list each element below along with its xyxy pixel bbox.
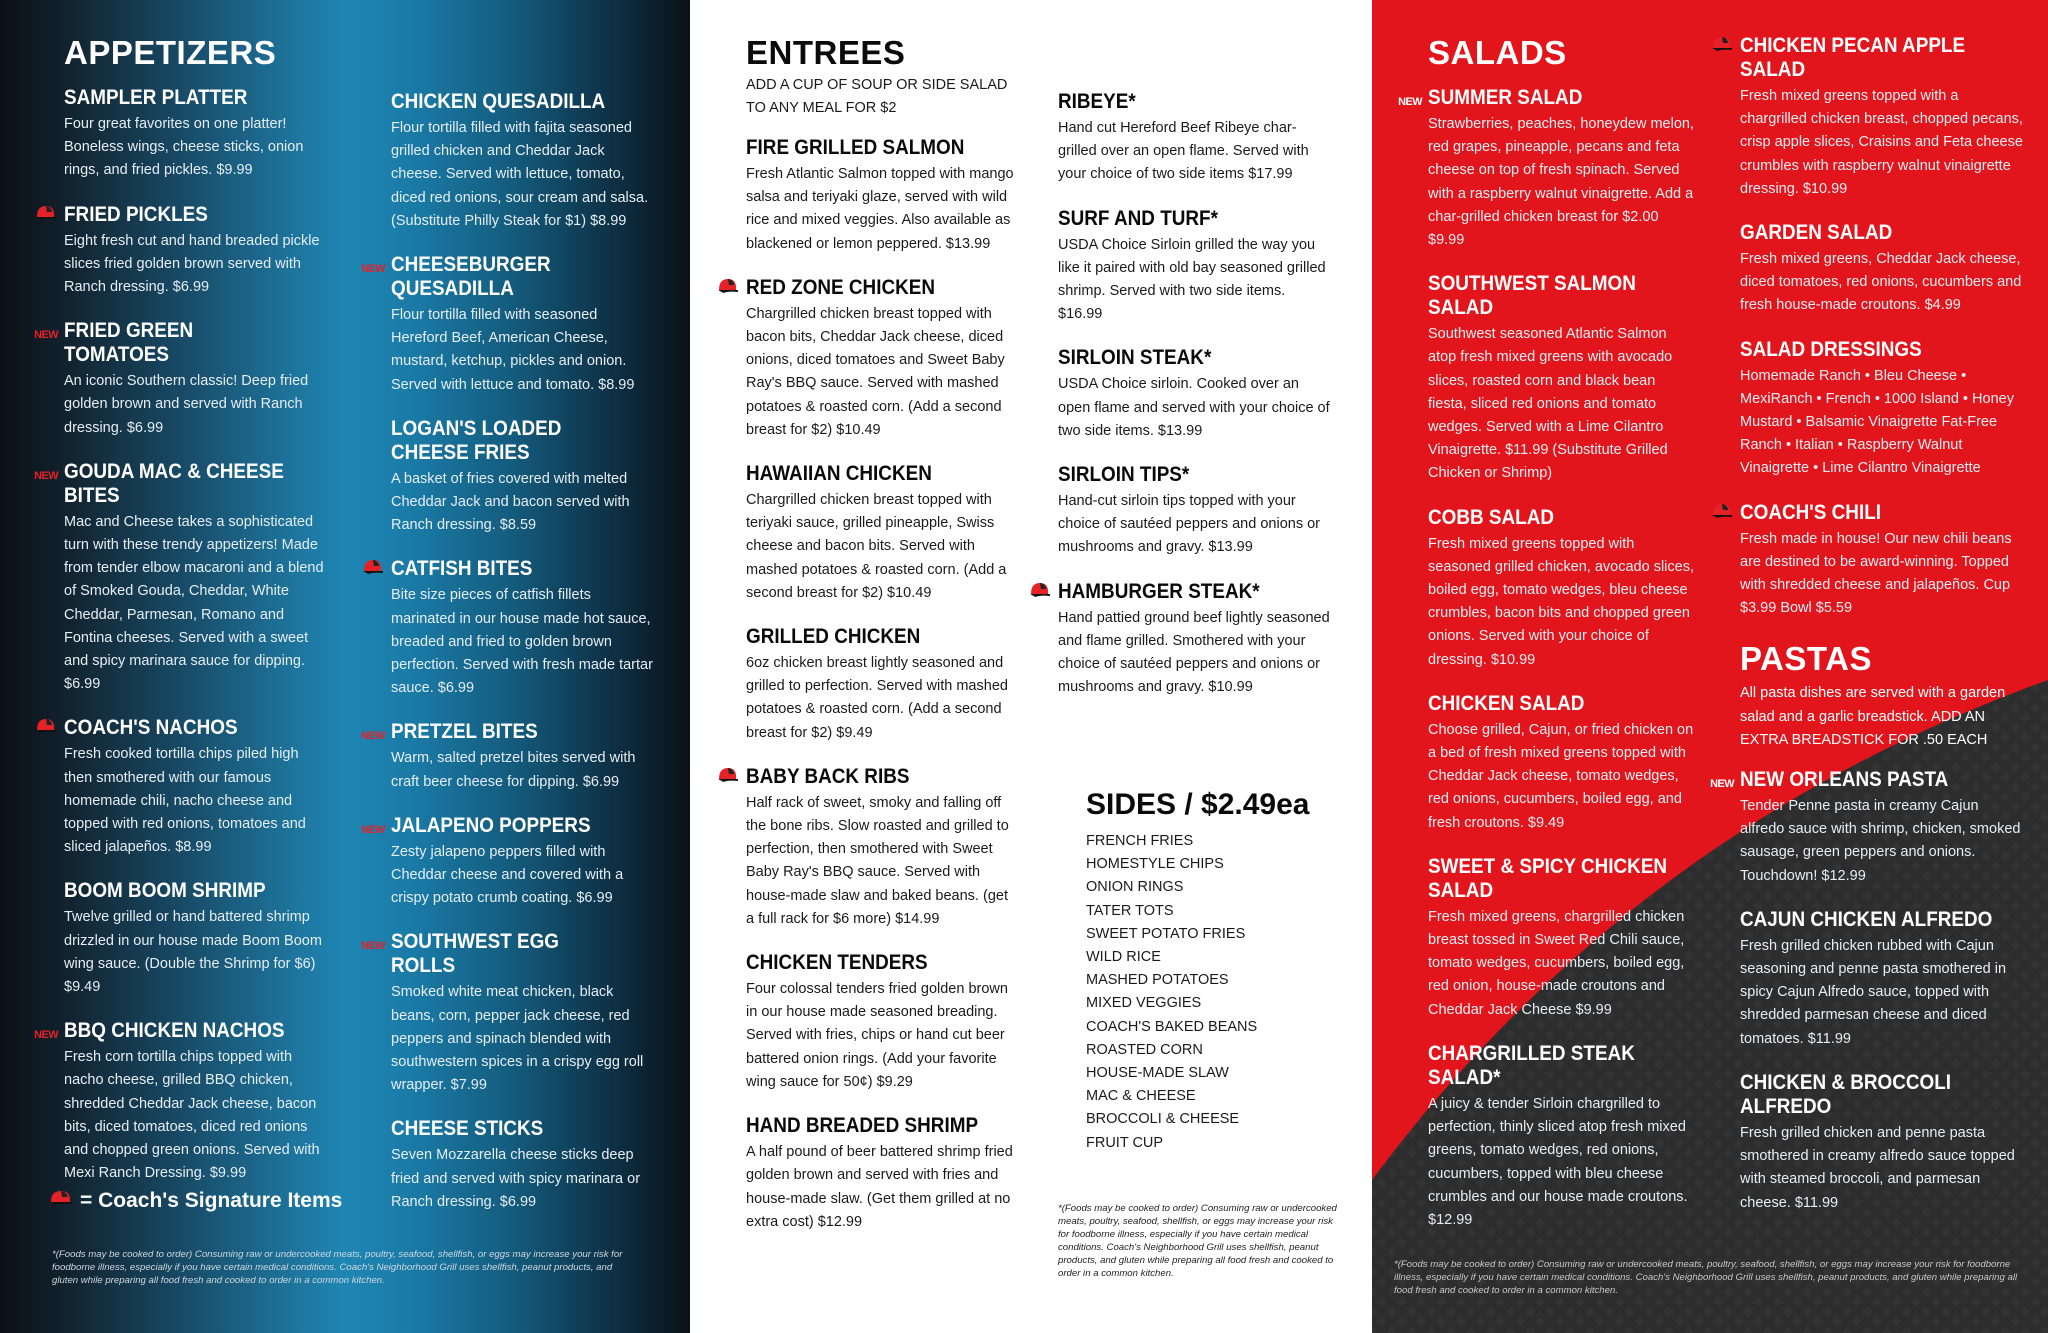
menu-item-name xyxy=(1740,338,1997,362)
signature-legend xyxy=(48,1188,342,1214)
menu-item-description: Half rack of sweet, smoky and falling off the bone ribs. Slow roasted and grilled to perfection, then smothered with Sweet Baby Ray's BBQ sauce. Served with house-made slaw and baked beans. (get a full rack for $6 more) $14.99 xyxy=(746,794,1009,927)
menu-item-hamburger-steak xyxy=(1058,580,1330,700)
menu-item-chicken-pecan-apple-salad xyxy=(1740,34,2026,201)
salads-col-1 xyxy=(1398,34,1696,1252)
side-item: BROCCOLI & CHEESE xyxy=(1086,1111,1240,1128)
menu-item-garden-salad xyxy=(1740,221,2026,318)
side-item: FRUIT CUP xyxy=(1086,1134,1164,1151)
menu-item-title: RIBEYE* xyxy=(1058,90,1136,113)
menu-item-description: Fresh corn tortilla chips topped with nacho cheese, grilled BBQ chicken, shredded Cheddar Jack cheese, bacon bits, diced tomatoes, diced red onions and chopped green onions. Served with Mexi Ranch Dressing. $9.99 xyxy=(64,1049,320,1182)
menu-item-name xyxy=(1058,580,1303,604)
menu-item-name xyxy=(64,716,298,740)
side-item: ROASTED CORN xyxy=(1086,1041,1203,1058)
menu-item-name xyxy=(34,1019,298,1043)
menu-item-title: CAJUN CHICKEN ALFREDO xyxy=(1740,907,1993,931)
menu-item-chicken-and-broccoli-alfredo xyxy=(1740,1071,2026,1215)
menu-item-chicken-tenders xyxy=(746,951,1016,1094)
menu-item-description: Fresh made in house! Our new chili beans are destined to be award-winning. Topped with shredded cheese and jalapeños. Cup $3.99 Bowl $5.59 xyxy=(1740,530,2012,617)
menu-item-title: COACH'S CHILI xyxy=(1740,500,1882,524)
menu-item-title: GARDEN SALAD xyxy=(1740,221,1893,245)
menu-item-title: GOUDA MAC & CHEESE BITES xyxy=(64,459,284,507)
menu-item-fried-green-tomatoes xyxy=(34,319,324,440)
menu-item-name xyxy=(391,90,627,114)
menu-item-description: A juicy & tender Sirloin chargrilled to perfection, thinly sliced atop fresh mixed greens, tomato wedges, red onions, cucumbers, topped with bleu cheese crumbles and our house made croutons. $12.99 xyxy=(1428,1095,1688,1228)
salads-disclaimer: *(Foods may be cooked to order) Consuming raw or undercooked meats, poultry, seafood, shellfish, or eggs may increase your risk for foodborne illness, especially if you have certain medical conditions. Coach's Neighborhood Grill uses shellfish, peanut products, and gluten while preparing all food fresh and cooked to order in a common kitchen. xyxy=(1394,1259,2018,1296)
menu-item-surf-and-turf xyxy=(1058,207,1330,327)
menu-item-title: BBQ CHICKEN NACHOS xyxy=(64,1019,285,1043)
menu-item-name xyxy=(1740,501,1997,525)
pastas-subtitle: All pasta dishes are served with a garden salad and a garlic breadstick. ADD AN EXTRA BREADSTICK FOR .50 EACH xyxy=(1740,685,2006,748)
menu-item-description: Homemade Ranch • Bleu Cheese • MexiRanch • French • 1000 Island • Honey Mustard • Balsamic Vinaigrette Fat-Free Ranch • Italian • Raspberry Walnut Vinaigrette • Lime Cilantro Vinaigrette xyxy=(1740,367,2014,477)
menu-item-southwest-egg-rolls xyxy=(361,930,653,1097)
menu-item-description: Seven Mozzarella cheese sticks deep fried and served with spicy marinara or Ranch dressing. $6.99 xyxy=(391,1147,641,1210)
new-badge: NEW xyxy=(1710,778,1735,791)
signature-cap-icon xyxy=(716,765,739,785)
menu-item-title: SALAD DRESSINGS xyxy=(1740,337,1922,361)
menu-item-title: CHICKEN TENDERS xyxy=(746,951,928,975)
menu-item-baby-back-ribs xyxy=(746,765,1016,931)
menu-item-name xyxy=(391,417,627,465)
menu-item-description: Fresh mixed greens, chargrilled chicken breast tossed in Sweet Red Chili sauce, tomato wedges, cucumbers, boiled egg, red onion, house-made croutons and Cheddar Jack Cheese $9.99 xyxy=(1428,908,1685,1018)
menu-item-title: JALAPENO POPPERS xyxy=(391,813,591,837)
appetizers-col-1 xyxy=(34,34,324,1206)
menu-item-name xyxy=(1740,1071,1997,1119)
menu-item-description: Four colossal tenders fried golden brown in our house made seasoned breading. Served with fries, chips or hand cut beer battered onion rings. (Add your favorite wing sauce for 50¢) $9.29 xyxy=(746,981,1008,1090)
menu-item-name xyxy=(746,625,989,649)
menu-item-name xyxy=(34,459,298,508)
entrees-col-2 xyxy=(1058,90,1330,719)
menu-item-name xyxy=(746,765,989,789)
side-item: FRENCH FRIES xyxy=(1086,833,1194,849)
entrees-col-1 xyxy=(746,34,1016,1254)
side-item: COACH'S BAKED BEANS xyxy=(1086,1018,1258,1035)
side-item: MAC & CHEESE xyxy=(1086,1088,1196,1105)
menu-item-name xyxy=(64,86,298,110)
menu-item-description: Four great favorites on one platter! Boneless wings, cheese sticks, onion rings, and fried pickles. $9.99 xyxy=(64,116,304,179)
menu-item-description: Flour tortilla filled with seasoned Hereford Beef, American Cheese, mustard, ketchup, pickles and onion. Served with lettuce and tomato. $8.99 xyxy=(391,307,635,393)
menu-item-name xyxy=(1398,86,1669,110)
menu-item-chicken-quesadilla xyxy=(391,90,653,233)
new-badge: NEW xyxy=(34,329,59,342)
signature-cap-icon xyxy=(716,276,739,296)
menu-item-description: Eight fresh cut and hand breaded pickle slices fried golden brown served with Ranch dressing. $6.99 xyxy=(64,232,320,296)
menu-item-chicken-salad xyxy=(1428,692,1696,835)
menu-item-description: Hand pattied ground beef lightly seasoned and flame grilled. Smothered with your choice of sautéed peppers and onions or mushrooms and gravy. $10.99 xyxy=(1058,609,1330,696)
menu-item-title: BABY BACK RIBS xyxy=(746,764,910,788)
menu-item-title: LOGAN'S LOADED CHEESE FRIES xyxy=(391,416,562,464)
menu-item-title: SAMPLER PLATTER xyxy=(64,86,248,109)
salads-col-2 xyxy=(1710,34,2026,1235)
menu-item-description: Smoked white meat chicken, black beans, corn, pepper jack cheese, red peppers and spinach blended with southwestern spices in a crispy egg roll wrapper. $7.99 xyxy=(391,984,644,1094)
menu-item-title: NEW ORLEANS PASTA xyxy=(1740,768,1949,792)
new-badge: NEW xyxy=(361,263,386,276)
menu-item-name xyxy=(391,1117,627,1141)
side-item: HOMESTYLE CHIPS xyxy=(1086,856,1224,873)
new-badge: NEW xyxy=(1398,96,1423,108)
menu-item-title: SIRLOIN TIPS* xyxy=(1058,463,1190,487)
menu-item-cheese-sticks xyxy=(391,1117,653,1214)
menu-item-name xyxy=(746,276,989,300)
menu-item-description: Strawberries, peaches, honeydew melon, red grapes, pineapple, pecans and feta cheese on top of fresh spinach. Served with a raspberry walnut vinaigrette. Add a char-grilled chicken breast for $2.00 $9.99 xyxy=(1428,116,1694,249)
menu-item-pretzel-bites xyxy=(361,720,653,793)
menu-item-name xyxy=(1740,908,1997,932)
entrees-title: ENTREES xyxy=(746,34,906,71)
menu-item-description: Twelve grilled or hand battered shrimp drizzled in our house made Boom Boom wing sauce. (Double the Shrimp for $6) $9.49 xyxy=(64,909,322,996)
menu-item-bbq-chicken-nachos xyxy=(34,1019,324,1185)
menu-item-description: Warm, salted pretzel bites served with craft beer cheese for dipping. $6.99 xyxy=(391,750,636,790)
menu-item-title: RED ZONE CHICKEN xyxy=(746,275,936,299)
sides-title: SIDES / $2.49ea xyxy=(1086,788,1310,821)
signature-cap-icon xyxy=(361,557,384,577)
menu-item-name xyxy=(1058,463,1303,487)
menu-item-logan-s-loaded-cheese-fries xyxy=(391,417,653,538)
side-item: TATER TOTS xyxy=(1086,902,1174,919)
menu-item-cajun-chicken-alfredo xyxy=(1740,908,2026,1051)
menu-item-name xyxy=(746,1114,989,1138)
menu-item-name xyxy=(1428,272,1669,320)
entrees-panel xyxy=(690,0,1372,1333)
menu-item-name xyxy=(1740,221,1997,245)
menu-item-salad-dressings xyxy=(1740,338,2026,481)
new-badge: NEW xyxy=(361,823,386,836)
menu-item-name xyxy=(1058,207,1303,231)
menu-item-title: FRIED PICKLES xyxy=(64,202,208,226)
menu-item-title: COACH'S NACHOS xyxy=(64,716,238,740)
menu-item-gouda-mac-and-cheese-bites xyxy=(34,459,324,697)
menu-item-description: Fresh grilled chicken rubbed with Cajun seasoning and penne pasta smothered in spicy Cajun Alfredo sauce, topped with shredded parmesan cheese and diced tomatoes. $11.99 xyxy=(1740,937,2007,1047)
menu-item-description: An iconic Southern classic! Deep fried golden brown and served with Ranch dressing. $6.99 xyxy=(64,373,309,436)
signature-cap-icon xyxy=(1028,580,1051,600)
appetizers-panel xyxy=(0,0,690,1333)
menu-item-description: Bite size pieces of catfish fillets marinated in our house made hot sauce, breaded and fried to golden brown perfection. Served with fresh made tartar sauce. $6.99 xyxy=(391,587,653,697)
new-badge: NEW xyxy=(361,730,386,743)
new-badge: NEW xyxy=(361,940,386,953)
menu-item-title: CHEESE STICKS xyxy=(391,1117,544,1141)
menu-item-title: PRETZEL BITES xyxy=(391,720,538,744)
side-item: SWEET POTATO FRIES xyxy=(1086,925,1246,942)
menu-item-title: BOOM BOOM SHRIMP xyxy=(64,879,266,903)
appetizers-title: APPETIZERS xyxy=(64,34,277,71)
menu-item-name xyxy=(1058,90,1303,114)
menu-item-jalapeno-poppers xyxy=(361,813,653,911)
menu-item-new-orleans-pasta xyxy=(1710,768,2026,888)
menu-item-name xyxy=(64,203,298,227)
menu-item-name xyxy=(1710,768,1997,792)
menu-item-description: USDA Choice Sirloin grilled the way you like it paired with old bay seasoned grilled shrimp. Served with two side items. $16.99 xyxy=(1058,236,1326,323)
menu-item-title: SOUTHWEST EGG ROLLS xyxy=(391,930,560,978)
side-item: WILD RICE xyxy=(1086,949,1161,966)
menu-item-name xyxy=(361,720,627,744)
menu-item-name xyxy=(391,557,627,581)
menu-item-title: COBB SALAD xyxy=(1428,505,1554,529)
menu-item-title: SWEET & SPICY CHICKEN SALAD xyxy=(1428,854,1668,902)
menu-item-cheeseburger-quesadilla xyxy=(361,253,653,397)
menu-item-cobb-salad xyxy=(1428,506,1696,672)
signature-cap-icon xyxy=(1710,34,1733,54)
sides-section xyxy=(1086,788,1326,1155)
side-item: HOUSE-MADE SLAW xyxy=(1086,1065,1229,1082)
menu-item-title: SOUTHWEST SALMON SALAD xyxy=(1428,272,1636,320)
menu-item-coach-s-nachos xyxy=(64,716,324,859)
menu-item-description: Chargrilled chicken breast topped with bacon bits, Cheddar Jack cheese, diced onions, diced tomatoes and Sweet Baby Ray's BBQ sauce. Served with mashed potatoes & roasted corn. (Add a second breast for $2) $10.49 xyxy=(746,305,1005,438)
menu-item-coach-s-chili xyxy=(1740,501,2026,621)
menu-item-name xyxy=(746,951,989,975)
menu-item-name xyxy=(1428,692,1669,716)
entrees-disclaimer: *(Foods may be cooked to order) Consuming raw or undercooked meats, poultry, seafood, shellfish, or eggs may increase your risk for foodborne illness, especially if you have certain medical conditions. Coach's Neighborhood Grill uses shellfish, peanut products, and gluten while preparing all food fresh and cooked to order in a common kitchen. xyxy=(1058,1203,1337,1279)
appetizers-disclaimer: *(Foods may be cooked to order) Consuming raw or undercooked meats, poultry, seafood, shellfish, or eggs may increase your risk for foodborne illness, especially if you have certain medical conditions. Coach's Neighborhood Grill uses shellfish, peanut products, and gluten while preparing all food fresh and cooked to order in a common kitchen. xyxy=(52,1249,623,1286)
menu-item-sweet-and-spicy-chicken-salad xyxy=(1428,855,1696,1022)
menu-item-title: SURF AND TURF* xyxy=(1058,206,1218,230)
menu-item-name xyxy=(746,462,989,486)
menu-item-name xyxy=(1740,34,1997,82)
menu-item-name xyxy=(34,319,298,367)
menu-item-description: Flour tortilla filled with fajita seasoned grilled chicken and Cheddar Jack cheese. Served with lettuce, tomato, diced red onions, sour cream and salsa. (Substitute Philly Steak for $1) $8.99 xyxy=(391,120,649,229)
pastas-title: PASTAS xyxy=(1740,640,1872,678)
menu-item-description: Hand cut Hereford Beef Ribeye char-grilled over an open flame. Served with your choice of two side items $17.99 xyxy=(1058,120,1309,183)
menu-item-title: SIRLOIN STEAK* xyxy=(1058,346,1212,370)
salads-title: SALADS xyxy=(1428,34,1567,71)
menu-item-fried-pickles xyxy=(64,203,324,300)
signature-cap-icon xyxy=(34,203,57,223)
menu-item-title: CHICKEN PECAN APPLE SALAD xyxy=(1740,34,1966,81)
legend-text: = Coach's Signature Items xyxy=(80,1189,343,1212)
menu-item-title: CATFISH BITES xyxy=(391,557,533,581)
side-item: ONION RINGS xyxy=(1086,879,1184,896)
menu-item-name xyxy=(1058,346,1303,370)
menu-item-description: A basket of fries covered with melted Cheddar Jack and bacon served with Ranch dressing. $8.59 xyxy=(391,470,630,534)
menu-item-description: Fresh mixed greens, Cheddar Jack cheese, diced tomatoes, red onions, cucumbers and fresh house-made croutons. $4.99 xyxy=(1740,251,2022,314)
menu-item-sampler-platter xyxy=(64,86,324,183)
sides-list xyxy=(1086,830,1326,1155)
menu-item-description: Choose grilled, Cajun, or fried chicken on a bed of fresh mixed greens topped with Cheddar Jack cheese, tomato wedges, red onions, cucumbers, boiled egg, and fresh croutons. $9.49 xyxy=(1428,721,1694,831)
menu-item-name xyxy=(361,930,627,978)
menu-item-name xyxy=(361,813,627,838)
menu-item-description: Fresh grilled chicken and penne pasta smothered in creamy alfredo sauce topped with steamed broccoli, and parmesan cheese. $11.99 xyxy=(1740,1124,2015,1211)
menu-item-hawaiian-chicken xyxy=(746,462,1016,605)
menu-item-name xyxy=(746,136,989,160)
menu-item-title: HAWAIIAN CHICKEN xyxy=(746,462,932,486)
menu-item-description: Fresh cooked tortilla chips piled high then smothered with our famous homemade chili, nacho cheese and topped with red onions, tomatoes and sliced jalapeños. $8.99 xyxy=(64,746,306,856)
side-item: MASHED POTATOES xyxy=(1086,972,1229,989)
menu-item-title: CHICKEN QUESADILLA xyxy=(391,90,606,113)
menu-item-description: Fresh Atlantic Salmon topped with mango salsa and teriyaki glaze, served with wild rice and mixed veggies. Also available as blackened or lemon peppered. $13.99 xyxy=(746,166,1014,252)
menu-item-title: SUMMER SALAD xyxy=(1428,86,1583,109)
signature-cap-icon xyxy=(1710,501,1733,521)
new-badge: NEW xyxy=(34,469,59,482)
menu-item-name xyxy=(1428,855,1669,903)
menu-item-title: CHEESEBURGER QUESADILLA xyxy=(391,253,551,301)
signature-cap-icon xyxy=(48,1188,74,1214)
menu-item-sirloin-tips xyxy=(1058,463,1330,560)
menu-item-sirloin-steak xyxy=(1058,346,1330,443)
menu-item-description: A half pound of beer battered shrimp fried golden brown and served with fries and house-made slaw. (Get them grilled at no extra cost) $12.99 xyxy=(746,1144,1013,1230)
menu-item-title: FIRE GRILLED SALMON xyxy=(746,136,965,159)
menu-item-name xyxy=(64,879,298,903)
menu-item-southwest-salmon-salad xyxy=(1428,272,1696,485)
side-item: MIXED VEGGIES xyxy=(1086,995,1202,1012)
entrees-subtitle: ADD A CUP OF SOUP OR SIDE SALAD TO ANY MEAL FOR $2 xyxy=(746,77,1008,116)
salads-panel xyxy=(1372,0,2048,1333)
menu-item-catfish-bites xyxy=(391,557,653,700)
menu-item-description: Fresh mixed greens topped with a chargrilled chicken breast, chopped pecans, crisp apple slices, Craisins and Feta cheese crumbles with raspberry walnut vinaigrette dressing. $10.99 xyxy=(1740,88,2023,197)
menu-item-description: Southwest seasoned Atlantic Salmon atop fresh mixed greens with avocado slices, roasted corn and black bean fiesta, sliced red onions and tomato wedges. Served with a Lime Cilantro Vinaigrette. $11.99 (Substitute Grilled Chicken or Shrimp) xyxy=(1428,326,1673,482)
menu-item-name xyxy=(1428,1042,1669,1090)
appetizers-col-2 xyxy=(361,90,653,1234)
menu-item-hand-breaded-shrimp xyxy=(746,1114,1016,1234)
menu-item-summer-salad xyxy=(1398,86,1696,252)
menu-item-description: Chargrilled chicken breast topped with teriyaki sauce, grilled pineapple, Swiss cheese and bacon bits. Served with mashed potatoes & roasted corn. (Add a second breast for $2) $10.49 xyxy=(746,492,1007,601)
menu-item-description: USDA Choice sirloin. Cooked over an open flame and served with your choice of two side items. $13.99 xyxy=(1058,376,1330,439)
menu-item-title: FRIED GREEN TOMATOES xyxy=(64,319,194,367)
menu-item-description: 6oz chicken breast lightly seasoned and grilled to perfection. Served with mashed potatoes & roasted corn. (Add a second breast for $2) $9.49 xyxy=(746,655,1008,741)
menu-item-description: Zesty jalapeno peppers filled with Cheddar cheese and covered with a crispy potato crumb coating. $6.99 xyxy=(391,843,624,907)
menu-item-name xyxy=(1428,506,1669,530)
menu-item-title: CHICKEN SALAD xyxy=(1428,691,1585,715)
menu-item-red-zone-chicken xyxy=(746,276,1016,442)
menu-item-title: CHARGRILLED STEAK SALAD* xyxy=(1428,1041,1635,1089)
new-badge: NEW xyxy=(34,1029,59,1042)
menu-item-title: HAMBURGER STEAK* xyxy=(1058,579,1260,603)
menu-item-description: Mac and Cheese takes a sophisticated turn with these trendy appetizers! Made from tender elbow macaroni and a blend of Smoked Gouda, Cheddar, White Cheddar, Parmesan, Romano and Fontina cheeses. Served with a sweet and spicy marinara sauce for dipping. $6.99 xyxy=(64,513,324,693)
menu-item-fire-grilled-salmon xyxy=(746,136,1016,256)
menu-item-title: HAND BREADED SHRIMP xyxy=(746,1114,979,1138)
menu-item-ribeye xyxy=(1058,90,1330,187)
signature-cap-icon xyxy=(34,716,57,736)
menu-item-chargrilled-steak-salad xyxy=(1428,1042,1696,1232)
menu-item-description: Fresh mixed greens topped with seasoned grilled chicken, avocado slices, boiled egg, tomato wedges, bleu cheese crumbles, bacon bits and chopped green onions. Served with your choice of dressing. $10.99 xyxy=(1428,535,1694,668)
menu-item-boom-boom-shrimp xyxy=(64,879,324,999)
menu-item-title: GRILLED CHICKEN xyxy=(746,625,921,649)
menu-item-grilled-chicken xyxy=(746,625,1016,745)
menu-item-title: CHICKEN & BROCCOLI ALFREDO xyxy=(1740,1070,1952,1118)
menu-item-description: Hand-cut sirloin tips topped with your choice of sautéed peppers and onions or mushrooms and gravy. $13.99 xyxy=(1058,493,1320,556)
menu-item-description: Tender Penne pasta in creamy Cajun alfredo sauce with shrimp, chicken, smoked sausage, green peppers and onions. Touchdown! $12.99 xyxy=(1740,798,2021,884)
menu-item-name xyxy=(361,253,627,301)
